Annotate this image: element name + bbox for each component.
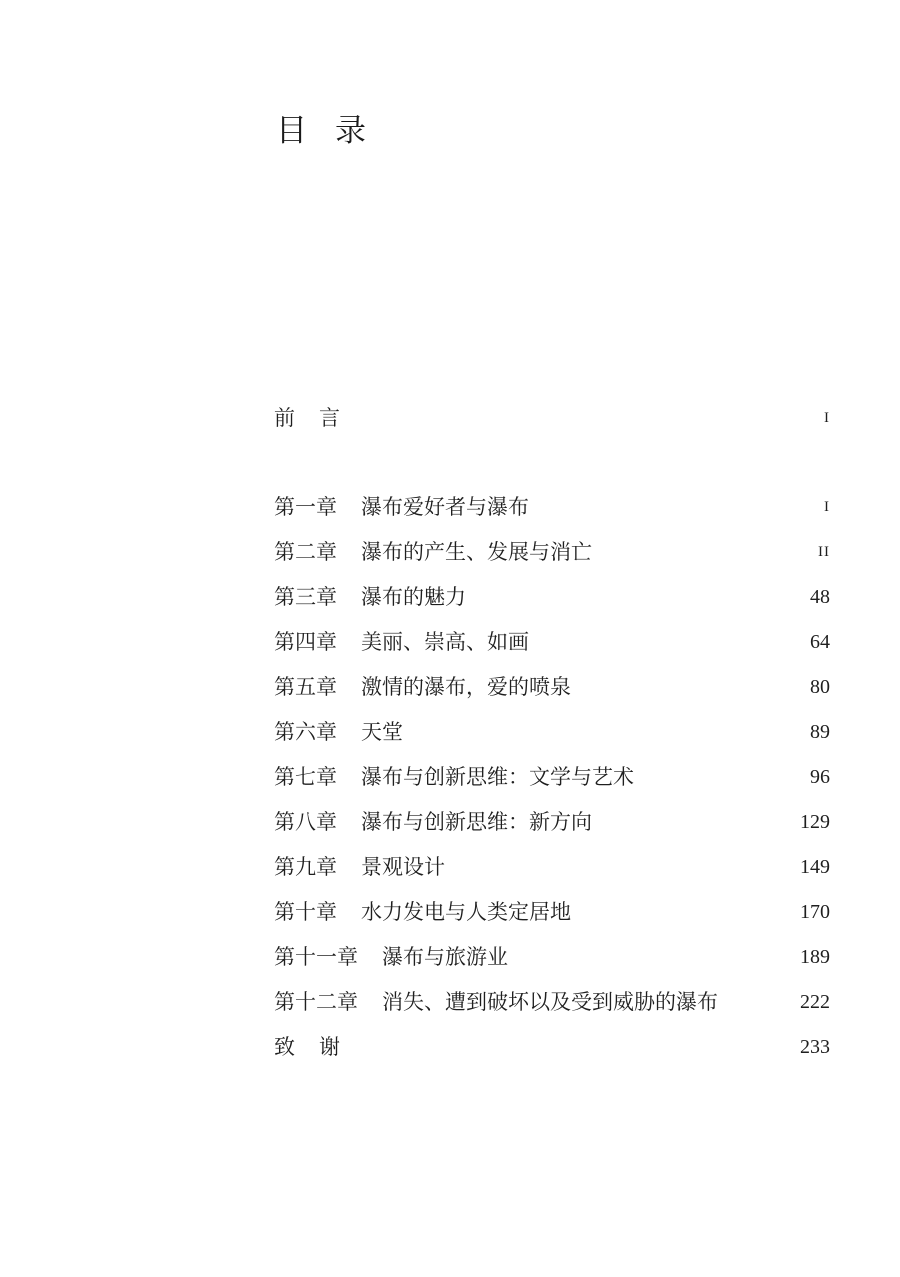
toc-page-number: II	[818, 544, 830, 560]
toc-entry-chapter-9[interactable]	[274, 845, 830, 890]
toc-entry-chapter-8[interactable]	[274, 800, 830, 845]
toc-entry-chapter-3[interactable]	[274, 575, 830, 620]
toc-chapter-label: 前言	[274, 406, 364, 430]
table-of-contents	[274, 396, 830, 1070]
toc-chapter-title: 瀑布的产生、发展与消亡	[361, 540, 592, 564]
toc-chapter-title: 瀑布爱好者与瀑布	[361, 495, 529, 519]
toc-entry-preface[interactable]	[274, 396, 830, 441]
toc-chapter-title: 瀑布与创新思维：新方向	[361, 810, 592, 834]
toc-page-number: 89	[810, 721, 830, 743]
toc-chapter-label: 第七章	[274, 765, 337, 789]
toc-chapter-label: 第五章	[274, 675, 337, 699]
toc-page-number: 96	[810, 766, 830, 788]
toc-chapter-label: 第十章	[274, 900, 337, 924]
toc-chapter-title: 美丽、崇高、如画	[361, 630, 529, 654]
toc-page-number: 64	[810, 631, 830, 653]
toc-chapter-label: 第一章	[274, 495, 337, 519]
toc-page-number: 48	[810, 586, 830, 608]
toc-page-number: 189	[800, 946, 830, 968]
toc-page-number: 80	[810, 676, 830, 698]
toc-chapter-title: 景观设计	[361, 855, 445, 879]
toc-page-number: 233	[800, 1036, 830, 1058]
toc-entry-chapter-10[interactable]	[274, 890, 830, 935]
toc-page-number: 222	[800, 991, 830, 1013]
toc-page-number: 129	[800, 811, 830, 833]
toc-entry-chapter-4[interactable]	[274, 620, 830, 665]
toc-chapter-label: 第三章	[274, 585, 337, 609]
toc-chapter-label: 第九章	[274, 855, 337, 879]
toc-chapter-label: 致谢	[274, 1035, 364, 1059]
toc-chapter-label: 第十一章	[274, 945, 358, 969]
toc-entry-chapter-2[interactable]	[274, 530, 830, 575]
toc-chapter-title: 水力发电与人类定居地	[361, 900, 571, 924]
toc-page-number: I	[824, 410, 830, 426]
toc-entry-chapter-11[interactable]	[274, 935, 830, 980]
toc-chapter-title: 瀑布与旅游业	[382, 945, 508, 969]
toc-chapter-title: 瀑布的魅力	[361, 585, 466, 609]
toc-chapter-title: 激情的瀑布，爱的喷泉	[361, 675, 571, 699]
toc-chapter-label: 第二章	[274, 540, 337, 564]
toc-entry-chapter-1[interactable]	[274, 485, 830, 530]
toc-entry-chapter-7[interactable]	[274, 755, 830, 800]
toc-chapter-label: 第六章	[274, 720, 337, 744]
toc-entry-acknowledgements[interactable]	[274, 1025, 830, 1070]
toc-page-number: 170	[800, 901, 830, 923]
toc-page-number: 149	[800, 856, 830, 878]
toc-chapter-label: 第八章	[274, 810, 337, 834]
toc-entry-chapter-12[interactable]	[274, 980, 830, 1025]
toc-chapter-title: 消失、遭到破坏以及受到威胁的瀑布	[382, 990, 718, 1014]
toc-entry-chapter-6[interactable]	[274, 710, 830, 755]
toc-chapter-label: 第四章	[274, 630, 337, 654]
toc-chapter-label: 第十二章	[274, 990, 358, 1014]
toc-chapter-title: 瀑布与创新思维：文学与艺术	[361, 765, 634, 789]
page-title: 目录	[276, 113, 394, 149]
toc-entry-chapter-5[interactable]	[274, 665, 830, 710]
toc-chapter-title: 天堂	[361, 720, 403, 744]
toc-page-number: I	[824, 499, 830, 515]
